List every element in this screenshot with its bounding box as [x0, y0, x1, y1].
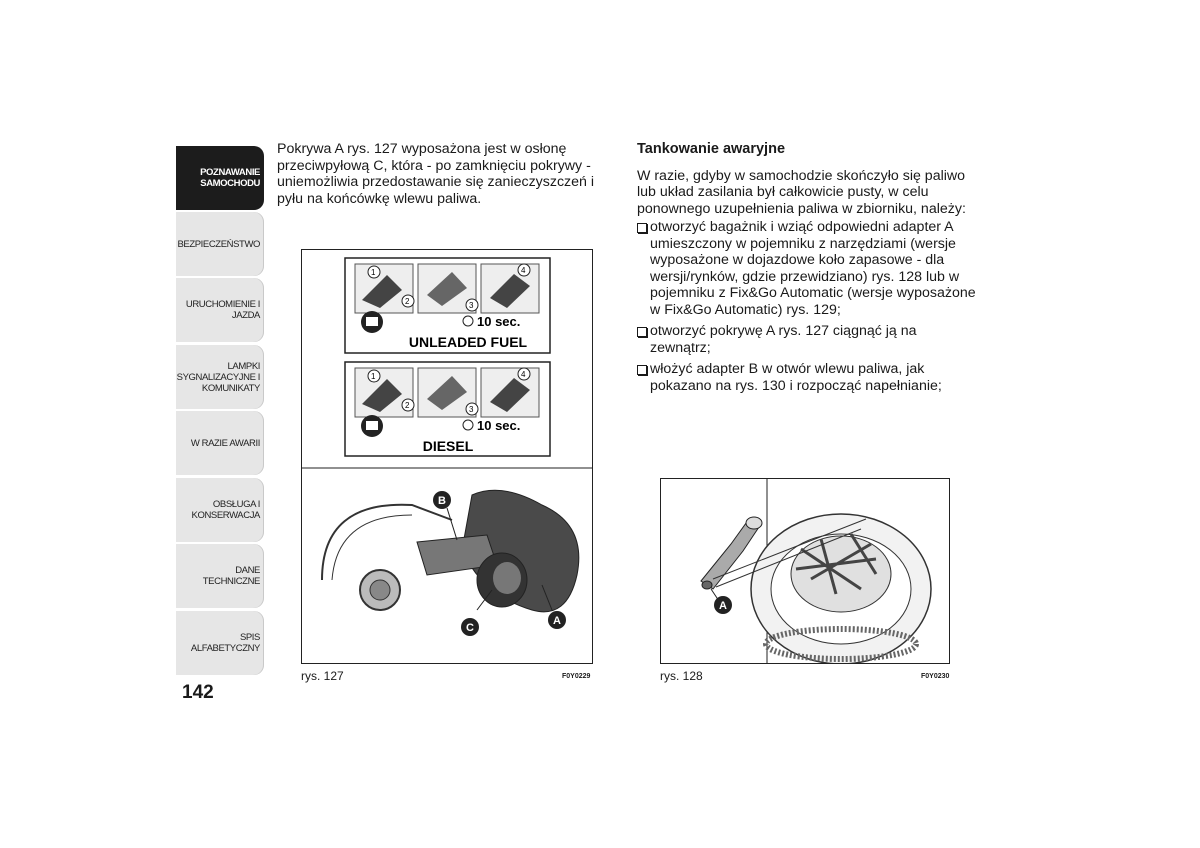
step-number: 2 — [405, 401, 410, 410]
step-number: 4 — [521, 266, 526, 275]
callout-b: B — [438, 495, 446, 507]
bullet-text: otworzyć bagażnik i wziąć odpowiedni adapter A umieszczony w pojemniku z narzędziami (wersje wyposażone w dojazdowe koło zapasowe - dla wersji/rynków, gdzie przewidziano) rys. 128 lub w pojemniku z Fix&Go Automatic (wersje wyposażone w Fix&Go Automatic) rys. 129; — [650, 219, 976, 318]
figure-128-code: F0Y0230 — [921, 673, 950, 680]
tab-label: DANE TECHNICZNE — [202, 565, 260, 587]
step-number: 1 — [371, 268, 376, 277]
left-column — [277, 141, 607, 207]
timer-label: 10 sec. — [477, 314, 521, 329]
figure-128-caption: rys. 128 — [660, 669, 703, 683]
tab-label: SPIS ALFABETYCZNY — [190, 632, 260, 654]
list-item — [637, 361, 977, 394]
list-item — [637, 219, 977, 318]
tab-label: URUCHOMIENIE I JAZDA — [185, 299, 260, 321]
tab-label: OBSŁUGA I KONSERWACJA — [191, 499, 260, 521]
unleaded-label-panel — [345, 258, 550, 353]
callout-a: A — [553, 615, 561, 627]
checkbox-bullet-icon — [637, 223, 647, 233]
callout-c: C — [466, 622, 474, 634]
checkbox-bullet-icon — [637, 327, 647, 337]
step-number: 3 — [469, 405, 474, 414]
tab-label: LAMPKI SYGNALIZACYJNE I KOMUNIKATY — [176, 360, 260, 394]
figure-128 — [660, 478, 950, 664]
step-number: 2 — [405, 297, 410, 306]
fuel-cap-paragraph: Pokrywa A rys. 127 wyposażona jest w osłonę przeciwpyłową C, która - po zamknięciu pokrywy - uniemożliwia przedostawanie się zanieczyszczeń i pyłu na końcówkę wlewu paliwa. — [277, 141, 595, 207]
list-item — [637, 323, 977, 356]
diesel-label-panel — [345, 362, 550, 456]
tab-dane-techniczne[interactable] — [176, 544, 264, 608]
fuel-cap-illustration — [302, 250, 592, 663]
tab-obsluga-i-konserwacja[interactable] — [176, 478, 264, 542]
diesel-label: DIESEL — [422, 438, 474, 454]
right-column — [637, 141, 977, 399]
figure-127 — [301, 249, 593, 664]
instruction-list — [637, 219, 977, 394]
tab-w-razie-awarii[interactable] — [176, 411, 264, 475]
checkbox-bullet-icon — [637, 365, 647, 375]
spare-wheel-illustration — [661, 479, 949, 663]
bullet-text: włożyć adapter B w otwór wlewu paliwa, jak pokazano na rys. 130 i rozpocząć napełnianie; — [650, 361, 942, 394]
intro-paragraph: W razie, gdyby w samochodzie skończyło się paliwo lub układ zasilania był całkowicie pusty, w celu ponownego uzupełnienia paliwa w zbiorniku, należy: — [637, 167, 966, 217]
bullet-text: otworzyć pokrywę A rys. 127 ciągnąć ją na zewnątrz; — [650, 323, 917, 356]
figure-127-caption: rys. 127 — [301, 669, 344, 683]
tab-label: BEZPIECZEŃSTWO — [177, 238, 260, 250]
callout-a: A — [719, 600, 727, 612]
tab-label: POZNAWANIE SAMOCHODU — [200, 167, 260, 189]
section-heading: Tankowanie awaryjne — [637, 141, 786, 157]
figure-127-code: F0Y0229 — [562, 673, 591, 680]
tab-bezpieczenstwo[interactable] — [176, 212, 264, 276]
step-number: 4 — [521, 370, 526, 379]
tab-label: W RAZIE AWARII — [190, 437, 260, 449]
unleaded-fuel-label: UNLEADED FUEL — [408, 334, 528, 350]
tab-uruchomienie-i-jazda[interactable] — [176, 278, 264, 342]
fuel-door-drawing — [322, 490, 579, 636]
timer-label: 10 sec. — [477, 418, 521, 433]
page-number: 142 — [182, 682, 214, 703]
step-number: 1 — [371, 372, 376, 381]
tab-lampki-sygnalizacyjne[interactable] — [176, 345, 264, 409]
step-number: 3 — [469, 301, 474, 310]
tab-poznawanie-samochodu[interactable] — [176, 146, 264, 210]
tab-spis-alfabetyczny[interactable] — [176, 611, 264, 675]
